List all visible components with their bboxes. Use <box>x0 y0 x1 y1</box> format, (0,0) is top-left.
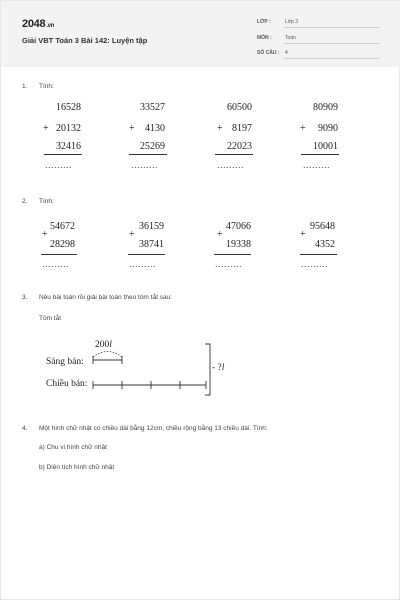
logo-text: 2048 <box>22 18 46 30</box>
operand-a: 60500 <box>227 102 252 113</box>
operand-c: 10001 <box>313 141 338 152</box>
q1-prompt: Tính: <box>39 83 54 90</box>
answer-dots: ......... <box>301 259 329 269</box>
operator: + <box>217 123 223 134</box>
meta-value-subject: Toán <box>285 35 296 41</box>
answer-dots: ......... <box>131 160 159 170</box>
q1-number: 1. <box>22 83 28 90</box>
row2-label: Chiều bán: <box>46 379 88 389</box>
operand-b: 28298 <box>50 239 75 250</box>
operand-a: 33527 <box>140 102 165 113</box>
operand-b: 9090 <box>318 123 338 134</box>
operand-a: 47066 <box>226 221 251 232</box>
top-value-number: 200 <box>95 340 110 350</box>
result-label: - ?l <box>212 363 225 373</box>
meta-label-class: LỚP : <box>257 19 271 25</box>
operand-a: 80909 <box>313 102 338 113</box>
q4-part-b: b) Diện tích hình chữ nhật <box>39 464 115 471</box>
result-unit: l <box>221 363 225 373</box>
answer-dots: ......... <box>45 160 73 170</box>
operator: + <box>300 123 306 134</box>
q3-subtitle: Tóm tắt <box>39 315 62 322</box>
q3-number: 3. <box>22 294 28 301</box>
meta-value-class: Lớp 3 <box>285 19 299 25</box>
operand-a: 95648 <box>310 221 335 232</box>
q2-prompt: Tính: <box>39 198 54 205</box>
operand-a: 16528 <box>56 102 81 113</box>
meta-label-count: SỐ CÂU : <box>257 50 280 56</box>
answer-dots: ......... <box>42 259 70 269</box>
operand-a: 36159 <box>139 221 164 232</box>
operand-b: 20132 <box>56 123 81 134</box>
operator: + <box>129 123 135 134</box>
operand-b: 4352 <box>315 239 335 250</box>
q4-part-a: a) Chu vi hình chữ nhật <box>39 444 107 451</box>
row1-label: Sáng bán: <box>46 357 84 367</box>
answer-dots: ......... <box>303 160 331 170</box>
operand-b: 8197 <box>232 123 252 134</box>
operand-c: 22023 <box>227 141 252 152</box>
operator: + <box>42 229 48 240</box>
operand-b: 19338 <box>226 239 251 250</box>
operator: + <box>217 229 223 240</box>
top-value-unit: l <box>109 340 112 350</box>
q4-prompt: Một hình chữ nhật có chiều dài bằng 12cm, chiều rộng bằng 13 chiều dài. Tính: <box>39 425 268 432</box>
logo-tld: .vn <box>46 23 55 29</box>
operand-b: 4130 <box>145 123 165 134</box>
answer-dots: ......... <box>215 259 243 269</box>
operator: + <box>300 229 306 240</box>
answer-dots: ......... <box>129 259 157 269</box>
page-title: Giải VBT Toán 3 Bài 142: Luyện tập <box>22 36 148 45</box>
operand-b: 38741 <box>139 239 164 250</box>
operand-c: 25269 <box>140 141 165 152</box>
q3-prompt: Nêu bài toán rồi giải bài toán theo tóm tắt sau: <box>39 294 172 301</box>
diagram-lines <box>1 1 400 601</box>
q4-number: 4. <box>22 425 28 432</box>
meta-value-count: 4 <box>285 50 288 56</box>
operand-a: 54672 <box>50 221 75 232</box>
operand-c: 32416 <box>56 141 81 152</box>
top-brace-arc <box>93 352 122 358</box>
answer-dots: ......... <box>217 160 245 170</box>
meta-label-subject: MÔN : <box>257 35 272 41</box>
q2-number: 2. <box>22 198 28 205</box>
operator: + <box>43 123 49 134</box>
result-symbol: ? <box>217 363 222 373</box>
operator: + <box>129 229 135 240</box>
